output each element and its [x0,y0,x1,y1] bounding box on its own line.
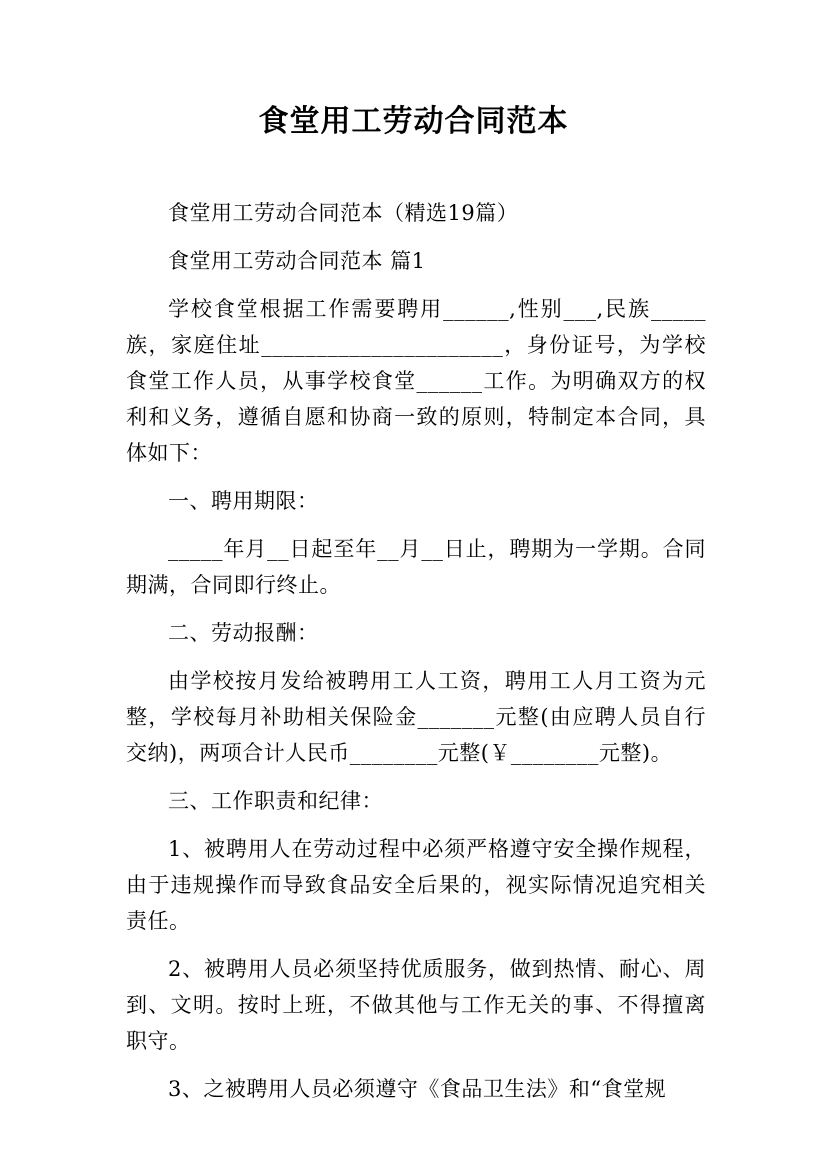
paragraph-duty-1: 1、被聘用人在劳动过程中必须严格遵守安全操作规程，由于违规操作而导致食品安全后果的，视实际情况追究相关责任。 [126,837,706,933]
paragraph-heading-term: 一、聘用期限： [168,489,319,513]
paragraph-pay: 由学校按月发给被聘用工人工资，聘用工人月工资为元整，学校每月补助相关保险金_______元整(由应聘人员自行交纳)，两项合计人民币________元整(￥________元整)。 [126,669,706,765]
document-title: 食堂用工劳动合同范本 [258,104,569,139]
paragraph-heading-duties: 三、工作职责和纪律： [168,789,383,813]
document-body [126,195,706,1119]
paragraph-heading-pay: 二、劳动报酬： [168,621,319,645]
paragraph-duty-3: 3、之被聘用人员必须遵守《食品卫生法》和“食堂规 [168,1077,667,1101]
paragraph-intro: 学校食堂根据工作需要聘用______,性别___,民族_____族，家庭住址______________________，身份证号，为学校食堂工作人员，从事学校食堂______工作。为明确双方的权利和义务，遵循自愿和协商一致的原则，特制定本合同，具体如下： [126,297,706,465]
paragraph-term: _____年月__日起至年__月__日止，聘期为一学期。合同期满，合同即行终止。 [126,537,706,597]
paragraph-duty-2: 2、被聘用人员必须坚持优质服务，做到热情、耐心、周到、文明。按时上班，不做其他与工作无关的事、不得擅离职守。 [126,957,706,1053]
paragraph-section-heading: 食堂用工劳动合同范本 篇1 [168,249,426,273]
paragraph-subtitle: 食堂用工劳动合同范本（精选19篇） [168,201,519,225]
